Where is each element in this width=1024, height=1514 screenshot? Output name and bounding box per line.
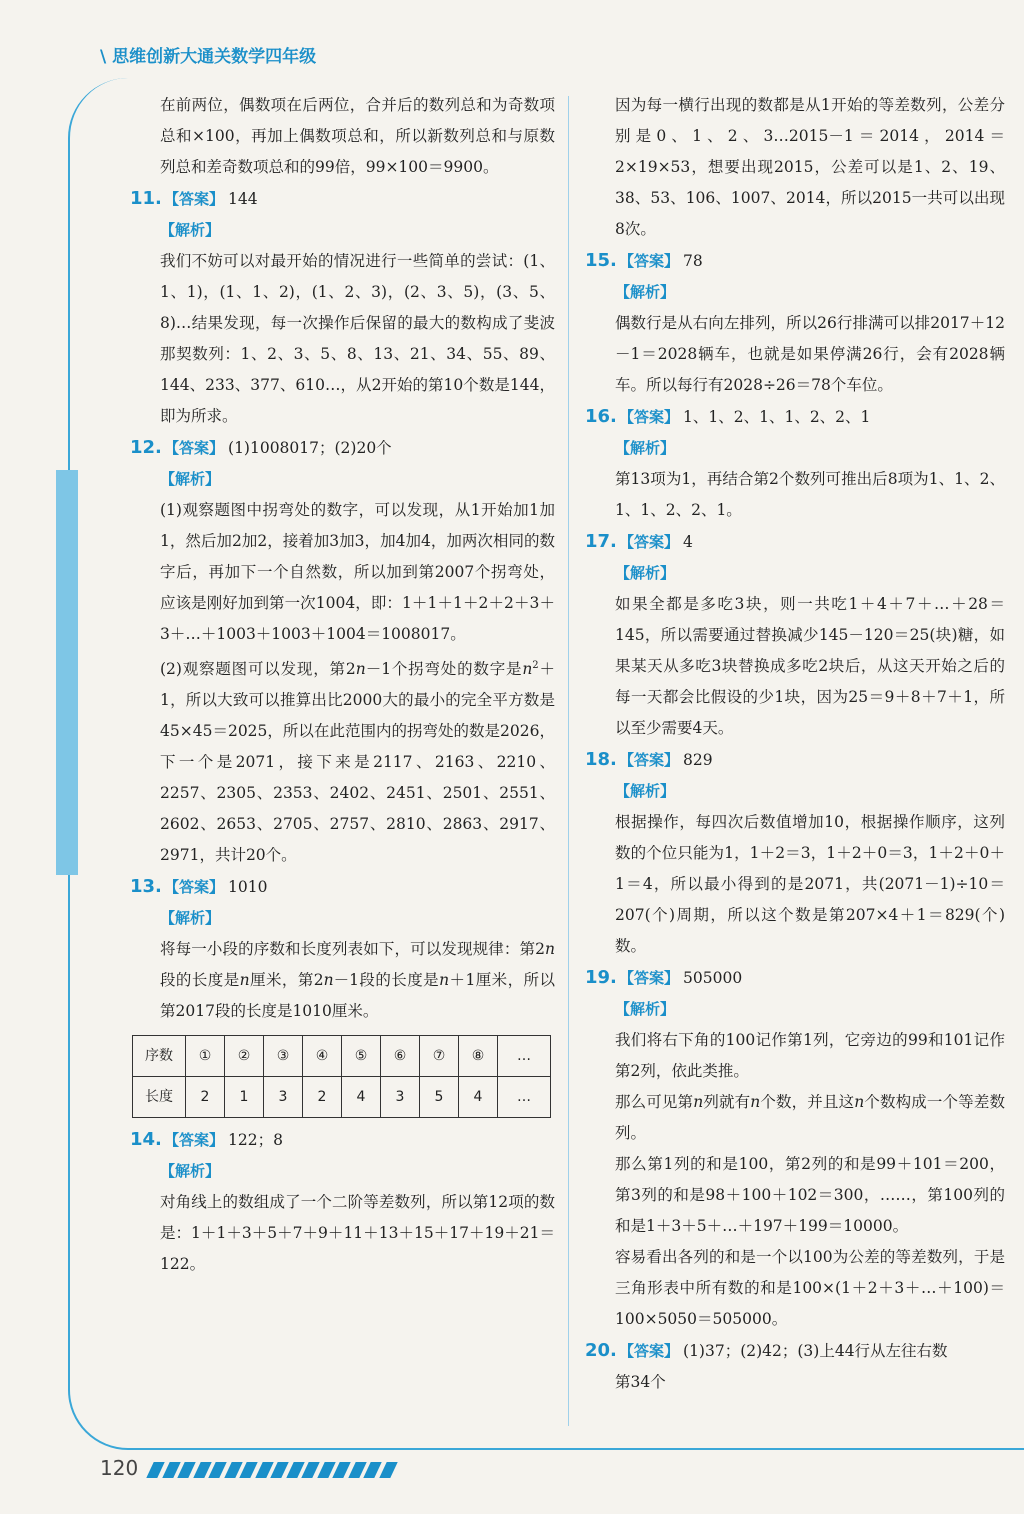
- q12-answer-line: [130, 432, 555, 464]
- q12-analysis-part1: (1)观察题图中拐弯处的数字，可以发现，从1开始加1加1，然后加2加2，接着加3加3，加4加4，加两次相同的数字后，再加下一个自然数，所以加到第2007个拐弯处，应该是刚好加到第一次1004，即：1＋1＋1＋2＋2＋3＋3＋…＋1003＋1003＋1004＝1008017。: [160, 501, 555, 643]
- table-cell: 1: [225, 1077, 264, 1118]
- text-run: 列就有: [703, 1093, 751, 1111]
- question-number: 15.: [585, 250, 617, 271]
- answer-tag: 【答案】: [164, 439, 225, 457]
- analysis-tag: 【解析】: [615, 439, 676, 457]
- question-number: 17.: [585, 531, 617, 552]
- side-tab-marker: [56, 470, 78, 875]
- q19-analysis-part3: 那么第1列的和是100，第2列的和是99＋101＝200，第3列的和是98＋100＋102＝300，……，第100列的和是1＋3＋5＋…＋197＋199＝10000。: [615, 1155, 1005, 1235]
- q20-answer-line: [585, 1335, 1005, 1367]
- table-cell: 5: [420, 1077, 459, 1118]
- text-run: 个数，并且这: [760, 1093, 855, 1111]
- analysis-tag: 【解析】: [160, 909, 221, 928]
- var-n: n: [323, 971, 334, 990]
- table-cell: ⑥: [381, 1036, 420, 1077]
- q11-analysis-tag-line: [130, 215, 555, 246]
- var-n: n: [439, 971, 450, 990]
- q16-analysis-tag-line: [585, 433, 1005, 464]
- q19-analysis-part4: 容易看出各列的和是一个以100为公差的等差数列，于是三角形表中所有数的和是100×(1＋2＋3＋…＋100)＝100×5050＝505000。: [615, 1248, 1005, 1328]
- text-run: ＋1厘米，所以第2017段的长度是1010厘米。: [160, 971, 555, 1021]
- q15-answer-line: [585, 245, 1005, 277]
- q12-analysis-part2: [130, 650, 555, 871]
- q17-analysis: 如果全都是多吃3块，则一共吃1＋4＋7＋…＋28＝145，所以需要通过替换减少145－120＝25(块)糖，如果某天从多吃3块替换成多吃2块后，从这天开始之后的每一天都会比假设的少1块，因为25＝9＋8＋7＋1，所以至少需要4天。: [615, 595, 1005, 737]
- answer-tag: 【答案】: [619, 969, 680, 987]
- q12-analysis-tag-line: [130, 464, 555, 495]
- table-cell: 长度: [133, 1077, 186, 1118]
- table-cell: ⑤: [342, 1036, 381, 1077]
- var-n: n: [522, 660, 533, 679]
- answer-tag: 【答案】: [619, 533, 680, 551]
- q17-answer-line: [585, 526, 1005, 558]
- table-cell: ①: [186, 1036, 225, 1077]
- answer-tag: 【答案】: [619, 252, 680, 270]
- analysis-tag: 【解析】: [615, 782, 676, 800]
- answer-tag: 【答案】: [619, 408, 680, 426]
- analysis-tag: 【解析】: [615, 1000, 676, 1018]
- q19-answer-line: [585, 962, 1005, 994]
- question-number: 19.: [585, 967, 617, 988]
- q19-analysis-tag-line: [585, 994, 1005, 1025]
- analysis-tag: 【解析】: [615, 283, 676, 301]
- text-run: 厘米，第2: [249, 971, 324, 990]
- answer-tag: 【答案】: [619, 751, 680, 769]
- answer-value: (1)1008017；(2)20个: [228, 439, 392, 457]
- table-row: [133, 1036, 551, 1077]
- q18-analysis-tag-line: [585, 776, 1005, 807]
- var-n: n: [854, 1093, 865, 1111]
- question-number: 20.: [585, 1340, 617, 1361]
- text-run: ＋1，所以大致可以推算出比2000大的最小的完全平方数是45×45＝2025，所以在此范围内的拐弯处的数是2026，下一个是2071，接下来是2117、2163、2210、2257、2305、2353、2402、2451、2501、2551、2602、2653、2705、2757、2810、2863、2917、2971，共计20个。: [160, 660, 555, 865]
- answer-tag: 【答案】: [164, 1131, 225, 1150]
- table-cell: 4: [342, 1077, 381, 1118]
- text-run: 段的长度是: [160, 971, 240, 990]
- answer-value: 4: [683, 533, 693, 551]
- q13-answer-line: [130, 871, 555, 903]
- table-cell: 3: [264, 1077, 303, 1118]
- q14-analysis-tag-line: [130, 1156, 555, 1187]
- table-cell: ④: [303, 1036, 342, 1077]
- answer-tag: 【答案】: [164, 878, 225, 897]
- table-cell: 3: [381, 1077, 420, 1118]
- answer-value: 144: [228, 190, 258, 208]
- question-number: 13.: [130, 876, 162, 898]
- text-run: (2)观察题图可以发现，第2: [160, 660, 356, 679]
- q20-answer-continuation: 第34个: [615, 1373, 666, 1391]
- analysis-tag: 【解析】: [160, 221, 221, 239]
- q10-continuation: 在前两位，偶数项在后两位，合并后的数列总和为奇数项总和×100，再加上偶数项总和，所以新数列总和与原数列总和差奇数项总和的99倍，99×100＝9900。: [160, 96, 555, 176]
- q18-analysis: 根据操作，每四次后数值增加10，根据操作顺序，这列数的个位只能为1，1＋2＝3，1＋2＋0＝3，1＋2＋0＋1＝4，所以最小得到的是2071，共(2071－1)÷10＝207(个)周期，所以这个数是第207×4＋1＝829(个)数。: [615, 813, 1005, 955]
- table-cell: ⑧: [459, 1036, 498, 1077]
- answer-value: 78: [683, 252, 703, 270]
- text-run: 个数构成一个等差数列。: [615, 1093, 1005, 1142]
- question-number: 11.: [130, 188, 162, 209]
- table-cell: …: [498, 1077, 551, 1118]
- q16-answer-line: [585, 401, 1005, 433]
- var-n: n: [693, 1093, 704, 1111]
- q13-analysis-tag-line: [130, 903, 555, 934]
- text-run: 将每一小段的序数和长度列表如下，可以发现规律：第2: [160, 940, 546, 959]
- table-row: [133, 1077, 551, 1118]
- stripe: [379, 1462, 397, 1478]
- text-run: －1个拐弯处的数字是: [365, 660, 523, 679]
- var-n: n: [545, 940, 555, 959]
- answer-tag: 【答案】: [619, 1342, 680, 1360]
- var-n: n: [355, 660, 366, 679]
- answer-value: 1010: [228, 878, 268, 897]
- text-run: 那么可见第: [615, 1093, 694, 1111]
- sequence-table: [132, 1035, 551, 1118]
- analysis-tag: 【解析】: [160, 470, 221, 488]
- analysis-tag: 【解析】: [160, 1162, 221, 1181]
- q15-analysis: 偶数行是从右向左排列，所以26行排满可以排2017＋12－1＝2028辆车，也就是如果停满26行，会有2028辆车。所以每行有2028÷26＝78个车位。: [615, 314, 1005, 394]
- var-n: n: [750, 1093, 761, 1111]
- question-number: 18.: [585, 749, 617, 770]
- footer-stripes-decoration: [150, 1462, 398, 1478]
- question-number: 12.: [130, 437, 162, 458]
- answer-tag: 【答案】: [164, 190, 225, 208]
- q16-analysis: 第13项为1，再结合第2个数列可推出后8项为1、1、2、1、1、2、2、1。: [615, 470, 1005, 519]
- q14-answer-line: [130, 1124, 555, 1156]
- page-number: 120: [100, 1456, 139, 1480]
- q13-analysis: [130, 934, 555, 1027]
- question-number: 14.: [130, 1129, 162, 1151]
- table-cell: ③: [264, 1036, 303, 1077]
- q15-analysis-tag-line: [585, 277, 1005, 308]
- table-cell: 2: [186, 1077, 225, 1118]
- q11-answer-line: [130, 183, 555, 215]
- q19-analysis-part1: 我们将右下角的100记作第1列，它旁边的99和101记作第2列，依此类推。: [615, 1031, 1005, 1080]
- right-column: [585, 90, 1005, 1398]
- table-cell: …: [498, 1036, 551, 1077]
- table-cell: 2: [303, 1077, 342, 1118]
- q17-analysis-tag-line: [585, 558, 1005, 589]
- book-title: \ 思维创新大通关数学四年级: [100, 47, 317, 67]
- q14-analysis: 对角线上的数组成了一个二阶等差数列，所以第12项的数是：1＋1＋3＋5＋7＋9＋11＋13＋15＋17＋19＋21＝122。: [160, 1193, 555, 1274]
- text-run: －1段的长度是: [333, 971, 440, 990]
- q18-answer-line: [585, 744, 1005, 776]
- answer-value: (1)37；(2)42；(3)上44行从左往右数: [683, 1342, 948, 1360]
- exponent: 2: [532, 660, 539, 671]
- table-cell: 4: [459, 1077, 498, 1118]
- q19-analysis-part2: [585, 1087, 1005, 1149]
- column-divider: [568, 96, 569, 1426]
- answer-value: 1、1、2、1、1、2、2、1: [683, 408, 871, 426]
- var-n: n: [239, 971, 250, 990]
- q11-analysis: 我们不妨可以对最开始的情况进行一些简单的尝试：(1、1、1)，(1、1、2)，(1、2、3)，(2、3、5)，(3、5、8)…结果发现，每一次操作后保留的最大的数构成了斐波那契数列：1、2、3、5、8、13、21、34、55、89、144、233、377、610…，从2开始的第10个数是144，即为所求。: [160, 252, 555, 425]
- answer-value: 505000: [683, 969, 743, 987]
- table-cell: ②: [225, 1036, 264, 1077]
- answer-value: 829: [683, 751, 713, 769]
- table-cell: 序数: [133, 1036, 186, 1077]
- question-number: 16.: [585, 406, 617, 427]
- left-column: [130, 90, 555, 1280]
- answer-value: 122；8: [228, 1131, 283, 1150]
- table-cell: ⑦: [420, 1036, 459, 1077]
- analysis-tag: 【解析】: [615, 564, 676, 582]
- q14-continuation: 因为每一横行出现的数都是从1开始的等差数列，公差分别是0、1、2、3…2015－1＝2014，2014＝2×19×53，想要出现2015，公差可以是1、2、19、38、53、106、1007、2014，所以2015一共可以出现8次。: [615, 96, 1005, 238]
